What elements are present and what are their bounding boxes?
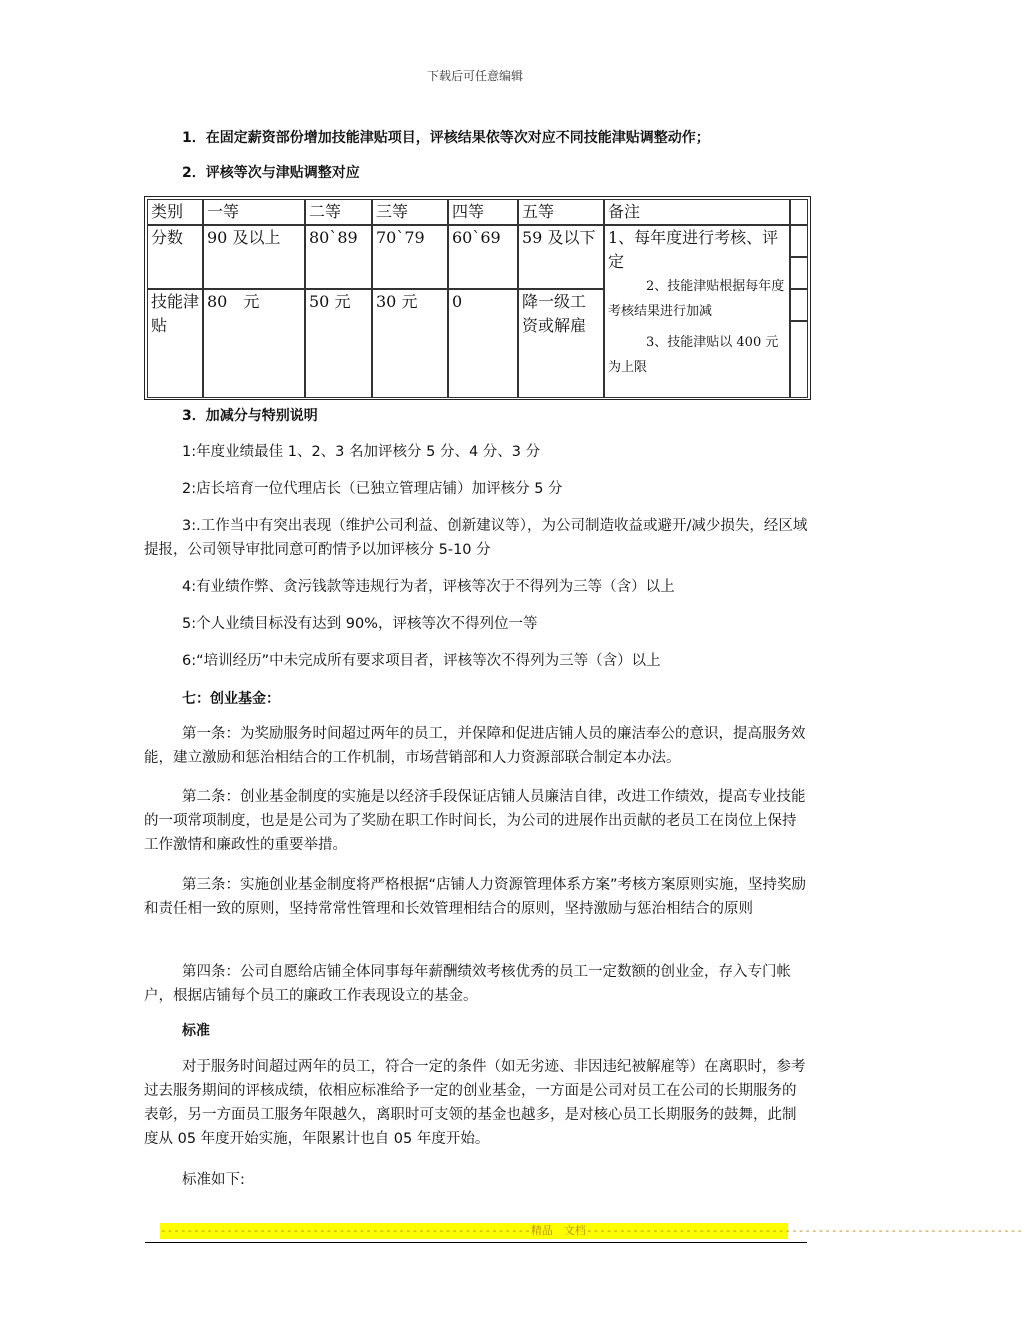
heading-standard: 标准 [182, 1023, 210, 1039]
table-side-cell [790, 199, 808, 225]
rule-item: 5:个人业绩目标没有达到 90%，评核等次不得列位一等 [182, 616, 538, 632]
table-side-cell [790, 321, 808, 398]
table-cell: 技能津贴 [147, 289, 203, 398]
table-header-cell: 四等 [448, 199, 518, 225]
table-notes-cell [604, 225, 790, 398]
heading-2: 2．评核等次与津贴调整对应 [182, 165, 360, 181]
table-header-cell: 二等 [305, 199, 372, 225]
rule-item: 4:有业绩作弊、贪污钱款等违规行为者，评核等次于不得列为三等（含）以上 [182, 579, 675, 595]
heading-3: 3．加减分与特别说明 [182, 408, 318, 424]
table-cell: 70`79 [372, 225, 448, 289]
article-3: 第三条：实施创业基金制度将严格根据“店铺人力资源管理体系方案”考核方案原则实施，坚持奖励和责任相一致的原则，坚持常常性管理和长效管理相结合的原则，坚持激励与惩治相结合的原则 [144, 877, 807, 917]
table-cell: 60`69 [448, 225, 518, 289]
table-cell: 0 [448, 289, 518, 398]
heading-1: 1．在固定薪资部份增加技能津贴项目，评核结果依等次对应不同技能津贴调整动作； [182, 130, 710, 146]
article-1: 第一条：为奖励服务时间超过两年的员工，并保障和促进店铺人员的廉洁奉公的意识，提高服务效能，建立激励和惩治相结合的工作机制，市场营销部和人力资源部联合制定本办法。 [144, 726, 806, 766]
table-cell: 80 元 [203, 289, 305, 398]
table-cell: 30 元 [372, 289, 448, 398]
rule-item: 2:店长培育一位代理店长（已独立管理店铺）加评核分 5 分 [182, 481, 563, 497]
footer-rule [145, 1242, 807, 1243]
table-cell: 分数 [147, 225, 203, 289]
table-side-cell [790, 289, 808, 321]
table-header-cell: 三等 [372, 199, 448, 225]
table-side-cell [790, 225, 808, 257]
table-header-cell: 备注 [604, 199, 790, 225]
article-2: 第二条：创业基金制度的实施是以经济手段保证店铺人员廉洁自律，改进工作绩效，提高专业技能的一项常项制度，也是是公司为了奖励在职工作时间长，为公司的进展作出贡献的老员工在岗位上保持工作激情和廉政性的重要举措。 [144, 789, 806, 853]
page-header: 下载后可任意编辑 [426, 69, 523, 83]
table-cell: 90 及以上 [203, 225, 305, 289]
note-2: 2、技能津贴根据每年度考核结果进行加减 [608, 279, 785, 319]
table-cell: 50 元 [305, 289, 372, 398]
heading-7: 七：创业基金： [182, 691, 280, 707]
standard-follow: 标准如下: [182, 1172, 245, 1188]
allowance-table [144, 196, 811, 400]
rule-item: 6:“培训经历”中未完成所有要求项目者，评核等次不得列为三等（含）以上 [182, 653, 661, 669]
table-header-cell: 一等 [203, 199, 305, 225]
rule-item: 1:年度业绩最佳 1、2、3 名加评核分 5 分、4 分、3 分 [182, 444, 541, 460]
note-3: 3、技能津贴以 400 元为上限 [608, 335, 779, 375]
table-cell: 59 及以下 [518, 225, 604, 289]
table-header-cell: 类别 [147, 199, 203, 225]
table-cell: 80`89 [305, 225, 372, 289]
article-4: 第四条：公司自愿给店铺全体同事每年薪酬绩效考核优秀的员工一定数额的创业金，存入专门帐户，根据店铺每个员工的廉政工作表现设立的基金。 [144, 964, 791, 1004]
table-cell: 降一级工资或解雇 [518, 289, 604, 398]
note-1: 1、每年度进行考核、评定 [608, 228, 779, 271]
standard-paragraph: 对于服务时间超过两年的员工，符合一定的条件（如无劣迹、非因违纪被解雇等）在离职时，参考过去服务期间的评核成绩，依相应标准给予一定的创业基金，一方面是公司对员工在公司的长期服务的表彰，另一方面员工服务年限越久，离职时可支领的基金也越多，是对核心员工长期服务的鼓舞，此制度从 05 年度开始实施，年限累计也自 05 年度开始。 [144, 1059, 806, 1147]
table-side-cell [790, 257, 808, 289]
rule-item: 3:.工作当中有突出表现（维护公司利益、创新建议等），为公司制造收益或避开/减少损失，经区域提报，公司领导审批同意可酌情予以加评核分 5-10 分 [144, 518, 808, 558]
table-header-cell: 五等 [518, 199, 604, 225]
footer-text: --------------------------------------------------------精品 文档------------------------------------------------------------------ [160, 1224, 1023, 1237]
